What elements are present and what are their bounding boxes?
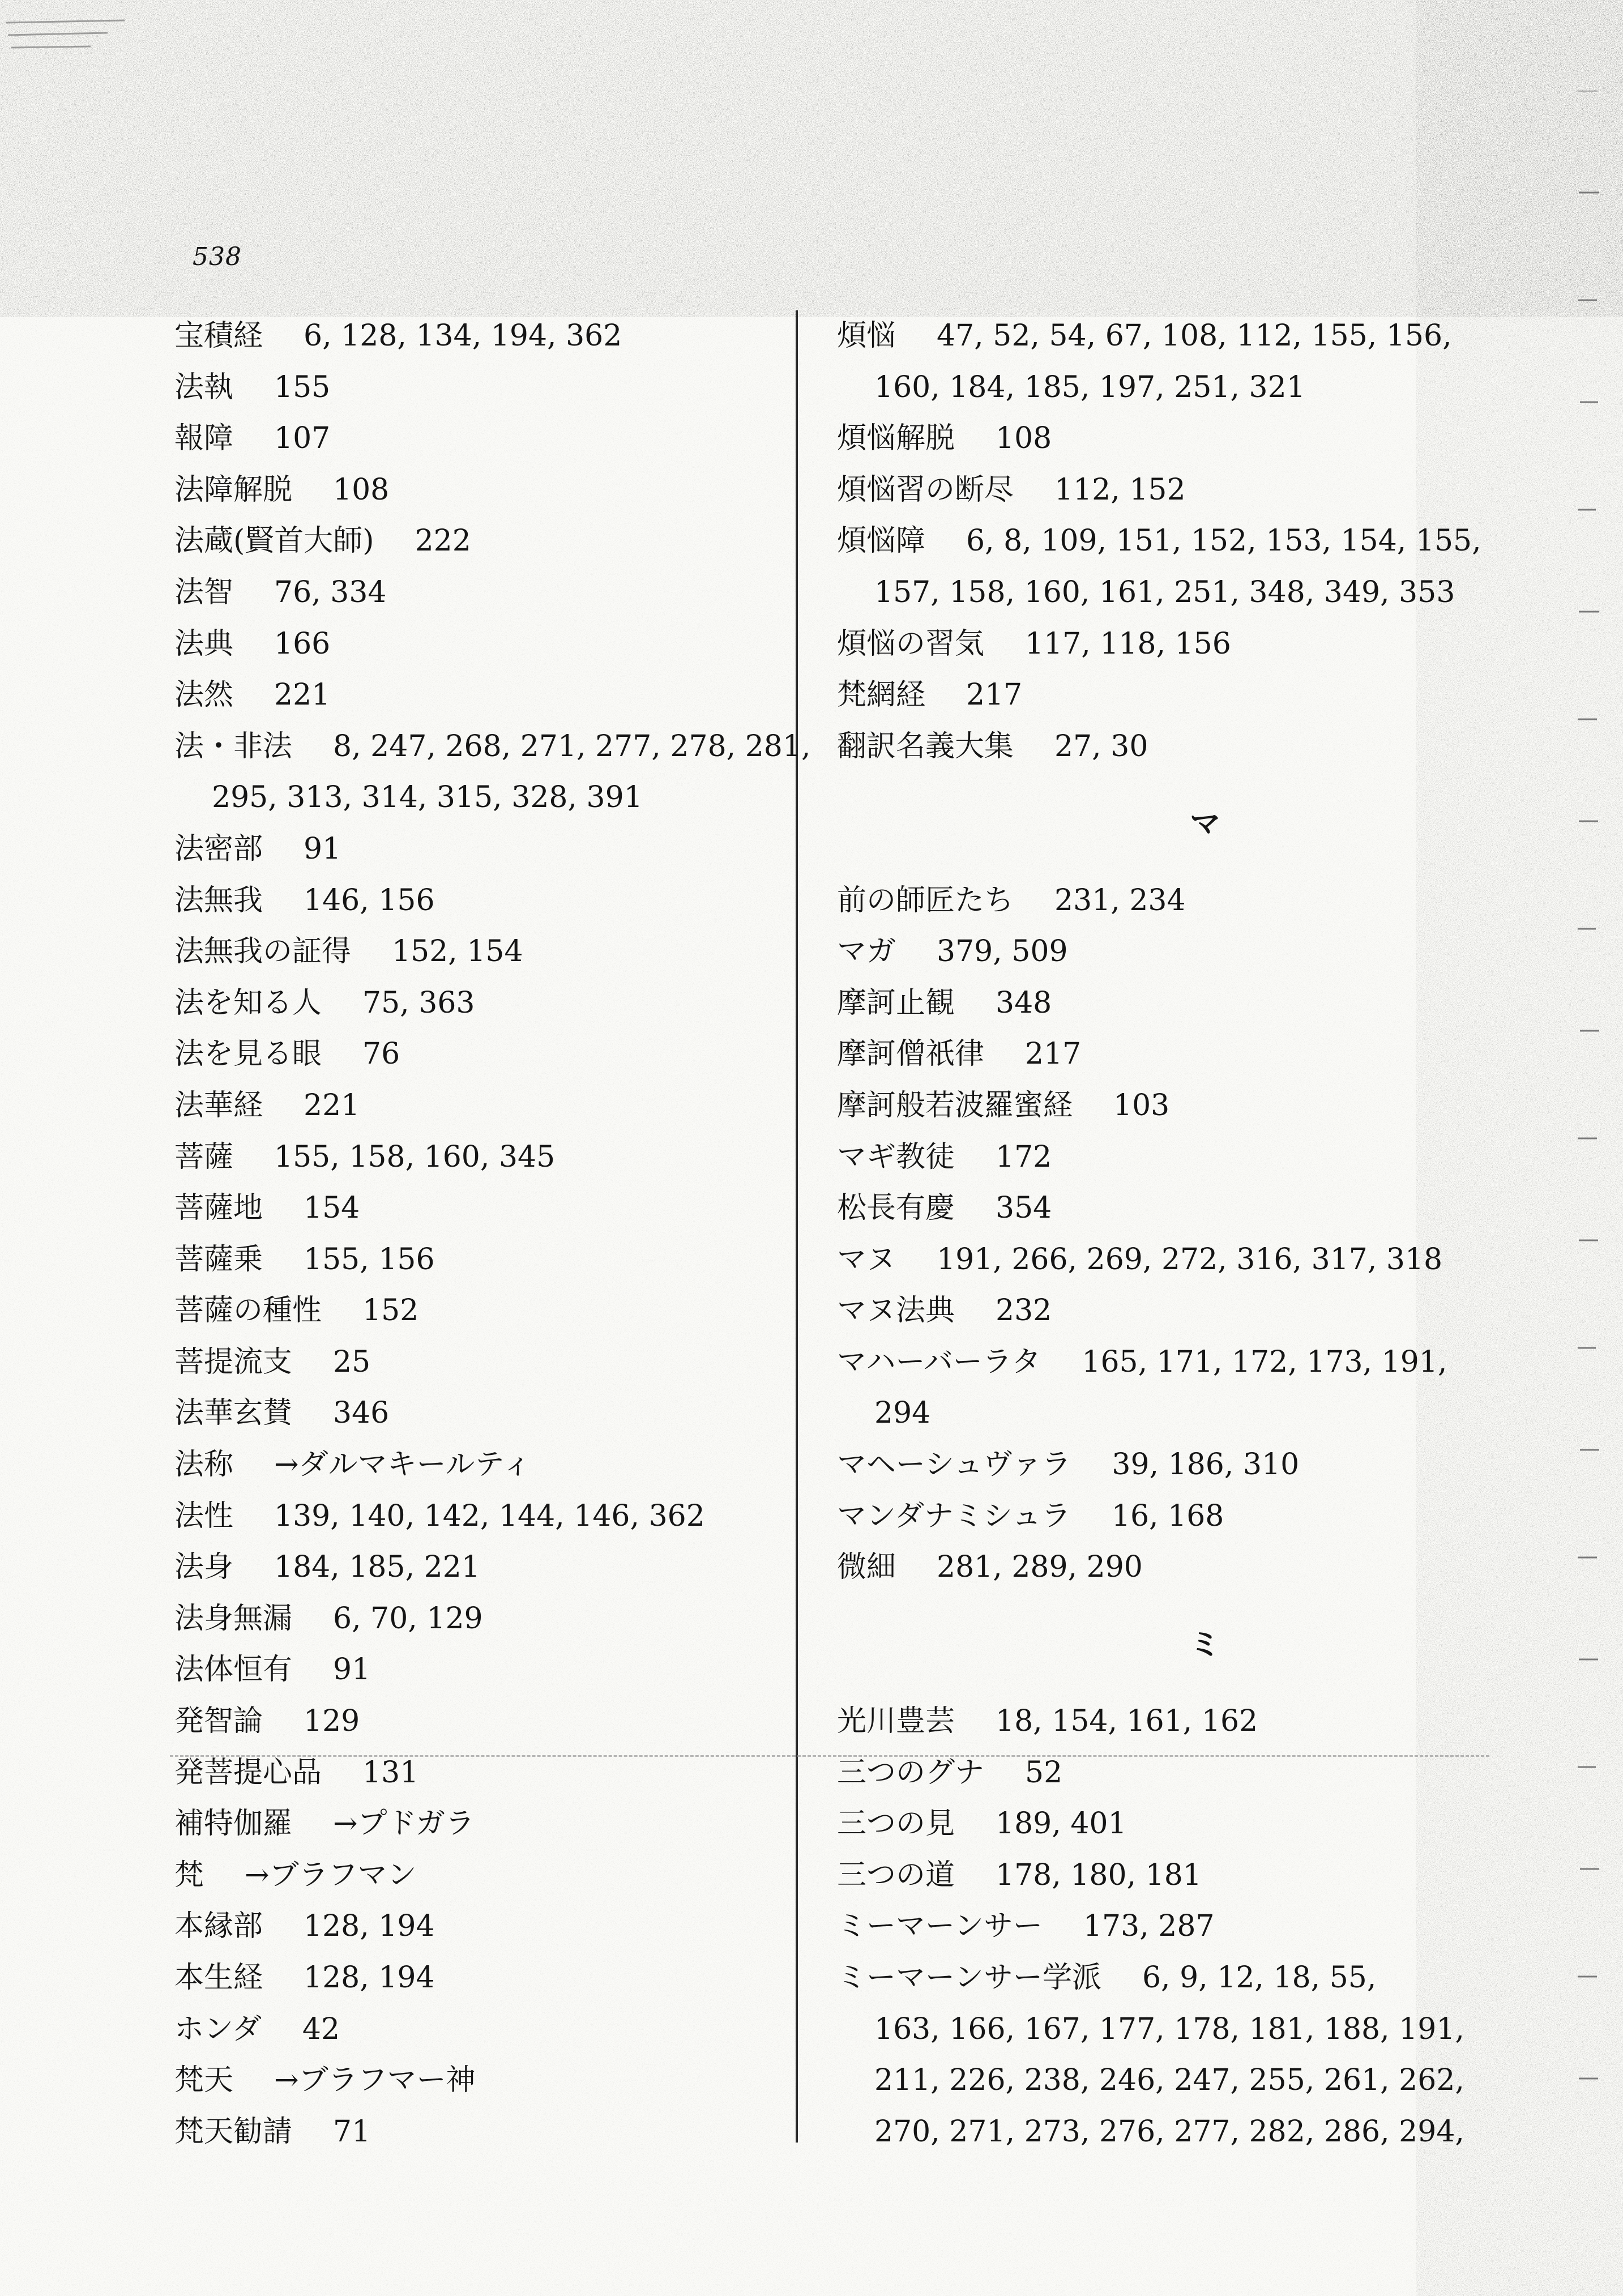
- index-pages: 129: [304, 1704, 360, 1739]
- index-entry: [837, 978, 1505, 1029]
- index-term: 松長有慶: [837, 1191, 955, 1226]
- index-pages: 128, 194: [304, 1909, 435, 1944]
- index-term: 菩薩地: [174, 1191, 263, 1226]
- index-term: 法執: [174, 370, 234, 404]
- index-pages: 128, 194: [304, 1961, 435, 1995]
- index-pages: 16, 168: [1111, 1499, 1224, 1533]
- index-entry: [837, 1028, 1505, 1080]
- index-pages: 184, 185, 221: [274, 1550, 480, 1585]
- index-entry: [837, 618, 1505, 670]
- index-pages: 8, 247, 268, 271, 277, 278, 281,: [333, 729, 811, 763]
- index-term: 法典: [174, 626, 234, 661]
- index-term: 摩訶僧祇律: [837, 1037, 985, 1072]
- index-entry: [174, 1696, 778, 1747]
- index-entry: [174, 1132, 778, 1183]
- index-entry: [174, 2055, 778, 2106]
- index-term: 煩悩障: [837, 524, 926, 558]
- index-entry: [174, 669, 778, 721]
- index-pages: 163, 166, 167, 177, 178, 181, 188, 191,: [874, 2012, 1464, 2046]
- index-pages: 165, 171, 172, 173, 191,: [1082, 1345, 1447, 1379]
- index-entry: [174, 1439, 778, 1491]
- index-entry: [174, 1028, 778, 1080]
- index-term: 法体恒有: [174, 1653, 293, 1687]
- index-pages: 146, 156: [304, 883, 435, 917]
- index-entry-continuation: [837, 567, 1505, 618]
- section-heading: マ: [1190, 805, 1220, 842]
- index-pages: 166: [274, 626, 331, 661]
- index-term: マハーバーラタ: [837, 1345, 1041, 1379]
- index-term: ミーマーンサー学派: [837, 1961, 1101, 1995]
- index-term: 法障解脱: [174, 472, 293, 507]
- index-term: 三つの見: [837, 1807, 955, 1841]
- index-pages: 155: [274, 370, 331, 404]
- index-pages: 76: [362, 1037, 400, 1072]
- index-entry: [837, 875, 1505, 927]
- index-term: 法身無漏: [174, 1601, 293, 1636]
- index-term: 法然: [174, 678, 234, 712]
- index-term: マンダナミシュラ: [837, 1499, 1071, 1533]
- index-entry: [174, 1593, 778, 1645]
- index-term: ミーマーンサー: [837, 1909, 1043, 1944]
- index-pages: 91: [333, 1653, 371, 1687]
- index-entry: [174, 1080, 778, 1132]
- index-term: 煩悩解脱: [837, 421, 955, 456]
- index-pages: 152: [362, 1294, 419, 1328]
- index-term: 菩薩: [174, 1140, 234, 1174]
- index-entry: [174, 823, 778, 875]
- index-term: マヌ法典: [837, 1294, 955, 1328]
- index-pages: →プドガラ: [333, 1807, 475, 1841]
- index-term: 翻訳名義大集: [837, 729, 1014, 763]
- index-pages: 52: [1025, 1755, 1063, 1790]
- index-entry: [174, 1798, 778, 1850]
- index-term: 菩薩乗: [174, 1242, 263, 1277]
- index-column-right: [837, 310, 1505, 2157]
- index-entry: [174, 1337, 778, 1388]
- index-pages: 108: [996, 421, 1052, 456]
- index-term: 発智論: [174, 1704, 263, 1739]
- index-entry: [174, 1388, 778, 1439]
- index-pages: 295, 313, 314, 315, 328, 391: [212, 780, 643, 815]
- index-pages: 39, 186, 310: [1112, 1448, 1300, 1482]
- index-pages: →ダルマキールティ: [274, 1448, 532, 1482]
- index-column-left: [174, 310, 811, 2157]
- index-pages: 211, 226, 238, 246, 247, 255, 261, 262,: [874, 2063, 1464, 2098]
- index-pages: 281, 289, 290: [937, 1550, 1143, 1585]
- index-term: 本縁部: [174, 1909, 263, 1944]
- scan-artifact-line: [170, 1755, 1489, 1757]
- index-entry: [837, 464, 1505, 516]
- index-entry: [174, 1542, 778, 1593]
- index-pages: 25: [333, 1345, 371, 1379]
- index-term: 三つの道: [837, 1858, 955, 1892]
- margin-tick-marks: [1572, 91, 1606, 2186]
- index-term: 光川豊芸: [837, 1704, 955, 1739]
- index-pages: 160, 184, 185, 197, 251, 321: [874, 370, 1305, 404]
- index-pages: 348: [996, 985, 1052, 1020]
- index-pages: 6, 70, 129: [333, 1601, 483, 1636]
- index-term: 煩悩習の断尽: [837, 472, 1014, 507]
- index-entry: [174, 1850, 778, 1901]
- index-entry: [174, 2004, 778, 2055]
- index-term: 宝積経: [174, 319, 263, 353]
- index-entry: [174, 721, 811, 773]
- index-pages: 155, 158, 160, 345: [274, 1140, 556, 1174]
- index-entry: [174, 1644, 778, 1696]
- index-entry-continuation: [837, 2004, 1505, 2055]
- index-term: 摩訶止観: [837, 985, 955, 1020]
- index-pages: 221: [304, 1088, 360, 1123]
- index-pages: 107: [274, 421, 331, 456]
- index-entry: [837, 1901, 1505, 1952]
- index-term: 菩薩の種性: [174, 1294, 322, 1328]
- index-pages: 354: [996, 1191, 1052, 1226]
- index-pages: 172: [996, 1140, 1052, 1174]
- index-pages: 6, 9, 12, 18, 55,: [1142, 1961, 1377, 1995]
- index-entry: [174, 567, 778, 618]
- index-entry: [174, 1491, 778, 1542]
- index-entry: [837, 1952, 1505, 2004]
- index-entry: [837, 1542, 1505, 1593]
- index-entry-continuation: [837, 1388, 1505, 1439]
- index-entry: [837, 1491, 1505, 1542]
- index-term: 煩悩の習気: [837, 626, 985, 661]
- index-pages: 217: [1025, 1037, 1082, 1072]
- index-pages: 108: [333, 472, 390, 507]
- index-term: 三つのグナ: [837, 1755, 985, 1790]
- index-pages: 217: [966, 678, 1023, 712]
- index-term: 法性: [174, 1499, 234, 1533]
- index-term: 摩訶般若波羅蜜経: [837, 1088, 1073, 1123]
- index-pages: 6, 128, 134, 194, 362: [304, 319, 622, 353]
- index-entry: [837, 1132, 1505, 1183]
- index-entry: [174, 413, 778, 464]
- index-entry-continuation: [837, 2055, 1505, 2106]
- index-pages: 6, 8, 109, 151, 152, 153, 154, 155,: [966, 524, 1481, 558]
- index-pages: 346: [333, 1396, 390, 1431]
- index-term: 法無我: [174, 883, 263, 917]
- index-term: 発菩提心品: [174, 1755, 322, 1790]
- index-pages: 232: [996, 1294, 1052, 1328]
- index-term: 法身: [174, 1550, 234, 1585]
- index-entry-continuation: [837, 362, 1505, 413]
- index-entry: [837, 310, 1505, 362]
- index-term: 梵天: [174, 2063, 234, 2098]
- index-entry: [174, 978, 778, 1029]
- index-pages: 131: [362, 1755, 419, 1790]
- index-entry: [837, 721, 1505, 773]
- column-divider: [796, 310, 798, 2143]
- index-entry: [837, 413, 1505, 464]
- index-entry: [837, 669, 1505, 721]
- index-pages: 222: [415, 524, 471, 558]
- index-pages: 112, 152: [1054, 472, 1186, 507]
- index-entry: [174, 1285, 778, 1337]
- index-entry: [174, 618, 778, 670]
- index-entry-continuation: [174, 772, 778, 823]
- index-pages: 173, 287: [1083, 1909, 1215, 1944]
- index-term: 法華経: [174, 1088, 263, 1123]
- index-pages: 76, 334: [274, 575, 387, 609]
- index-term: 法を見る眼: [174, 1037, 322, 1072]
- index-term: 報障: [174, 421, 234, 456]
- index-entry: [837, 1183, 1505, 1234]
- index-pages: 270, 271, 273, 276, 277, 282, 286, 294,: [874, 2114, 1464, 2149]
- section-heading: ミ: [1190, 1626, 1220, 1663]
- index-term: 法・非法: [174, 729, 293, 763]
- index-entry: [174, 1183, 778, 1234]
- index-pages: 27, 30: [1054, 729, 1148, 763]
- index-term: 法蔵(賢首大師): [174, 524, 374, 558]
- index-entry: [174, 1952, 778, 2004]
- index-pages: 71: [333, 2114, 371, 2149]
- index-term: 前の師匠たち: [837, 883, 1014, 917]
- index-pages: 294: [874, 1396, 931, 1431]
- page-number: 538: [193, 242, 242, 271]
- index-entry: [174, 1901, 778, 1952]
- index-entry: [174, 926, 778, 978]
- index-pages: 139, 140, 142, 144, 146, 362: [274, 1499, 705, 1533]
- index-entry: [837, 1696, 1505, 1747]
- index-pages: 154: [304, 1191, 360, 1226]
- index-entry: [837, 1337, 1505, 1388]
- index-term: 微細: [837, 1550, 896, 1585]
- index-pages: 103: [1113, 1088, 1170, 1123]
- index-entry: [837, 515, 1505, 567]
- index-pages: 117, 118, 156: [1025, 626, 1231, 661]
- index-pages: 191, 266, 269, 272, 316, 317, 318: [937, 1242, 1443, 1277]
- index-pages: 379, 509: [937, 934, 1068, 969]
- index-term: 法密部: [174, 831, 263, 866]
- index-term: 梵網経: [837, 678, 926, 712]
- index-pages: 221: [274, 678, 331, 712]
- index-entry: [837, 1798, 1505, 1850]
- index-term: 煩悩: [837, 319, 896, 353]
- index-pages: →ブラフマー神: [274, 2063, 476, 2098]
- index-entry: [837, 1080, 1505, 1132]
- index-term: マヘーシュヴァラ: [837, 1448, 1071, 1482]
- index-term: ホンダ: [174, 2012, 262, 2046]
- index-pages: 42: [302, 2012, 340, 2046]
- index-pages: 155, 156: [304, 1242, 435, 1277]
- index-entry: [837, 1285, 1505, 1337]
- index-term: 梵: [174, 1858, 204, 1892]
- index-term: 梵天勧請: [174, 2114, 293, 2149]
- index-pages: 157, 158, 160, 161, 251, 348, 349, 353: [874, 575, 1455, 609]
- index-entry: [174, 515, 778, 567]
- index-entry: [174, 464, 778, 516]
- index-term: 菩提流支: [174, 1345, 293, 1379]
- index-entry: [174, 362, 778, 413]
- index-entry: [837, 1234, 1505, 1286]
- index-term: 法称: [174, 1448, 234, 1482]
- index-term: 法無我の証得: [174, 934, 352, 969]
- index-entry-continuation: [837, 2106, 1505, 2158]
- index-term: マヌ: [837, 1242, 896, 1277]
- index-pages: 91: [304, 831, 341, 866]
- index-entry: [837, 1850, 1505, 1901]
- index-pages: →ブラフマン: [245, 1858, 417, 1892]
- index-entry: [174, 2106, 778, 2158]
- index-term: 法華玄賛: [174, 1396, 293, 1431]
- index-pages: 231, 234: [1054, 883, 1186, 917]
- index-pages: 152, 154: [392, 934, 523, 969]
- index-pages: 47, 52, 54, 67, 108, 112, 155, 156,: [937, 319, 1452, 353]
- index-pages: 189, 401: [996, 1807, 1127, 1841]
- index-entry: [174, 1234, 778, 1286]
- index-entry: [837, 1439, 1505, 1491]
- index-entry: [174, 875, 778, 927]
- index-term: 法智: [174, 575, 234, 609]
- index-term: マギ教徒: [837, 1140, 955, 1174]
- index-pages: 75, 363: [362, 985, 475, 1020]
- index-entry: [174, 310, 778, 362]
- index-term: 本生経: [174, 1961, 263, 1995]
- index-entry: [837, 926, 1505, 978]
- index-term: 補特伽羅: [174, 1807, 293, 1841]
- index-pages: 18, 154, 161, 162: [996, 1704, 1258, 1739]
- index-term: 法を知る人: [174, 985, 322, 1020]
- index-term: マガ: [837, 934, 896, 969]
- index-pages: 178, 180, 181: [996, 1858, 1202, 1892]
